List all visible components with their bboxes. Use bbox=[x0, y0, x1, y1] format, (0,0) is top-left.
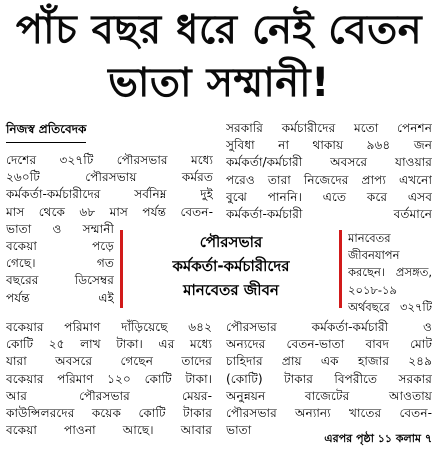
body-line: অন্যদের বেতন-ভাতা বাবদ মোট bbox=[226, 337, 432, 352]
body-line: বকেয়ার পরিমাণ দাঁড়িয়েছে ৬৪২ bbox=[6, 320, 212, 334]
body-line: ভাতা bbox=[226, 423, 252, 438]
body-line: বকেয়ার পরিমাণ ১২০ কোটি টাকা। bbox=[6, 371, 212, 386]
body-line: জীবনযাপন bbox=[348, 248, 400, 263]
body-line: ভাতা ও সম্মানী bbox=[6, 221, 114, 236]
body-line: বুঝে পাননি। এতে করে এসব bbox=[226, 189, 432, 204]
body-column-right-side bbox=[348, 230, 432, 316]
body-line: সুবিধা না থাকায় ৯৬৪ জন bbox=[226, 138, 432, 153]
body-line: বছরের ডিসেম্বর bbox=[6, 273, 114, 288]
body-line: কর্মকর্তা-কর্মচারী বর্তমানে bbox=[226, 207, 432, 222]
body-column-left-bottom bbox=[6, 319, 212, 439]
pull-quote-line-2: কর্মকর্তা-কর্মচারীদের bbox=[172, 257, 290, 275]
body-line: পর্যন্ত এই bbox=[6, 290, 114, 305]
body-line: গেছে। গত bbox=[6, 256, 114, 271]
body-line: যারা অবসরে গেছেন তাদের bbox=[6, 354, 212, 369]
headline-line-1: পাঁচ বছর ধরে নেই বেতন bbox=[15, 7, 423, 53]
body-line: মাস থেকে ৬৮ মাস পর্যন্ত বেতন- bbox=[6, 204, 213, 219]
body-line: দেশের ৩২৭টি পৌরসভার মধ্যে bbox=[6, 153, 213, 167]
body-line: পৌরসভার অন্যান্য খাতের বেতন- bbox=[226, 406, 432, 421]
body-column-right-bottom bbox=[226, 319, 432, 439]
body-line: কর্মকর্তা-কর্মচারীদের সর্বনিম্ন দুই bbox=[6, 187, 213, 202]
pull-quote bbox=[120, 230, 342, 308]
body-line: অনুন্নয়ন বাজেটের আওতায় bbox=[226, 388, 432, 403]
body-line: বকেয়া পাওনা আছে। আবার bbox=[6, 423, 212, 438]
pull-quote-line-1: পৌরসভার bbox=[199, 233, 263, 251]
body-line: বকেয়া পড়ে bbox=[6, 239, 114, 254]
body-line: অর্থবছরে ৩২৭টি bbox=[348, 299, 432, 314]
body-line: কোটি ২৫ লাখ টাকা। এর মধ্যে bbox=[6, 337, 212, 352]
body-line: সরকারি কর্মচারীদের মতো পেনশন bbox=[226, 121, 432, 135]
byline: নিজস্ব প্রতিবেদক bbox=[6, 121, 86, 143]
body-column-right-top bbox=[226, 120, 432, 223]
body-line: চাহিদার প্রায় এক হাজার ২৪৯ bbox=[226, 354, 432, 369]
body-line: পরেও তারা নিজেদের প্রাপ্য এখনো bbox=[226, 172, 432, 187]
body-line: ২০১৮-১৯ bbox=[348, 282, 397, 297]
body-line: (কোটি) টাকার বিপরীতে সরকার bbox=[226, 371, 432, 386]
body-line: পৌরসভার কর্মকর্তা-কর্মচারী ও bbox=[226, 320, 432, 334]
body-line: কাউন্সিলরদের কয়েক কোটি টাকার bbox=[6, 406, 212, 421]
body-line: আর পৌরসভার মেয়র- bbox=[6, 388, 212, 403]
body-line: কর্মকর্তা/কর্মচারী অবসরে যাওয়ার bbox=[226, 155, 432, 170]
body-line: মানবেতর bbox=[348, 231, 391, 245]
body-line: করছেন। প্রসঙ্গত, bbox=[348, 265, 432, 280]
pull-quote-line-3: মানবেতর জীবন bbox=[183, 281, 279, 299]
body-line: ২৬০টি পৌরসভায় কর্মরত bbox=[6, 170, 213, 185]
headline-line-2: ভাতা সম্মানী! bbox=[108, 60, 330, 106]
continuation-note: এরপর পৃষ্ঠা ১১ কলাম ৭ bbox=[324, 432, 432, 445]
